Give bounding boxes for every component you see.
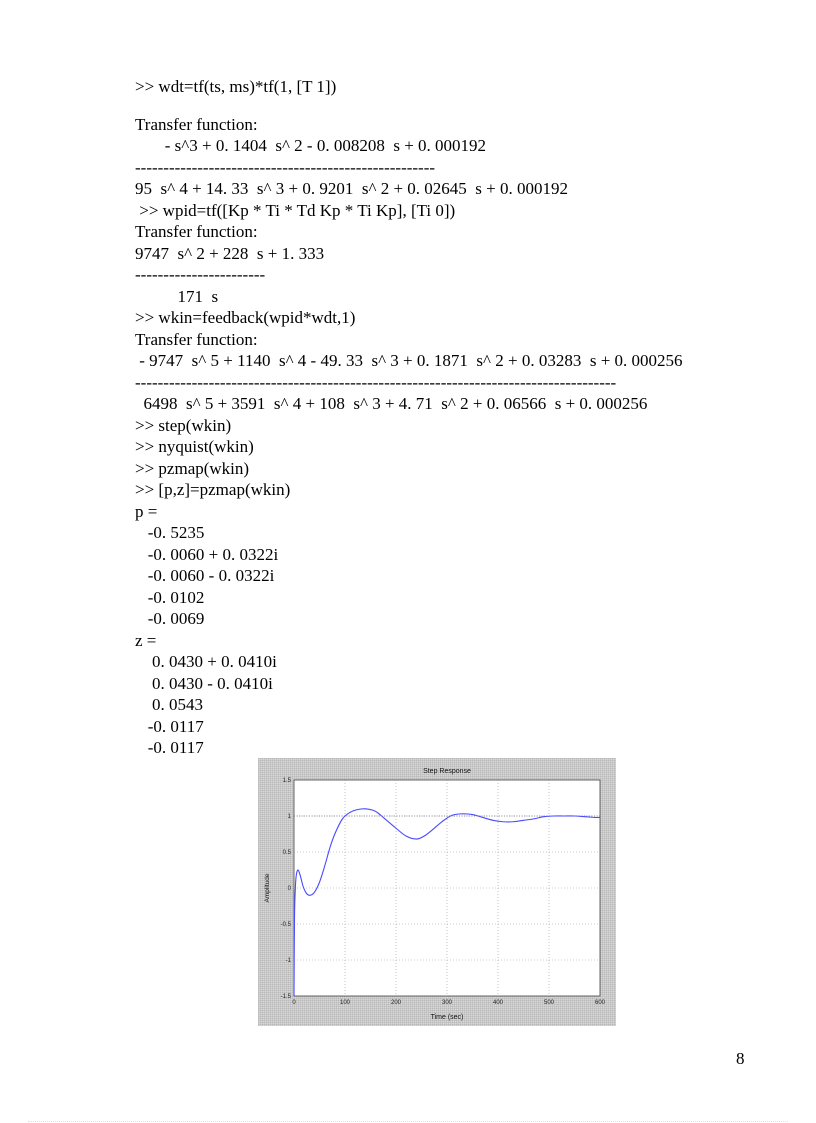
- document-line: -------------------------------------------------------------------------------------: [135, 372, 617, 392]
- x-tick-label: 600: [594, 1000, 606, 1006]
- document-line: - s^3 + 0. 1404 s^ 2 - 0. 008208 s + 0. 000192: [135, 136, 487, 155]
- document-line: >> pzmap(wkin): [135, 458, 250, 478]
- document-line: z =: [135, 630, 157, 650]
- y-tick-label: -1.5: [280, 994, 291, 1000]
- document-line: >> [p,z]=pzmap(wkin): [135, 480, 291, 499]
- y-tick-label: 0.5: [282, 850, 291, 856]
- document-line: -----------------------: [135, 265, 266, 284]
- document-line: 0. 0543: [135, 695, 203, 714]
- document-line: -0. 0117: [135, 738, 204, 757]
- document-line: >> wdt=tf(ts, ms)*tf(1, [T 1]): [135, 77, 337, 96]
- y-axis-label: Amplitude: [264, 873, 271, 903]
- document-line: 6498 s^ 5 + 3591 s^ 4 + 108 s^ 3 + 4. 71 s^ 2 + 0. 06566 s + 0. 000256: [135, 394, 648, 413]
- y-tick-label: 1: [287, 814, 291, 820]
- document-line: -----------------------------------------------------: [135, 157, 436, 177]
- document-line: >> wpid=tf([Kp * Ti * Td Kp * Ti Kp], [Ti 0]): [135, 200, 456, 220]
- document-line: -0. 0060 + 0. 0322i: [135, 544, 279, 564]
- document-line: Transfer function:: [135, 222, 258, 241]
- document-line: - 9747 s^ 5 + 1140 s^ 4 - 49. 33 s^ 3 + 0. 1871 s^ 2 + 0. 03283 s + 0. 000256: [135, 351, 683, 370]
- y-tick-label: 0: [287, 886, 291, 892]
- document-line: >> step(wkin): [135, 415, 232, 435]
- document-line: Transfer function:: [135, 114, 258, 134]
- document-line: -0. 0102: [135, 587, 205, 607]
- chart-title: Step Response: [423, 768, 471, 775]
- document-line: >> wkin=feedback(wpid*wdt,1): [135, 308, 356, 327]
- document-line: [135, 98, 755, 114]
- step-response-figure: [258, 758, 616, 1026]
- document-line: 0. 0430 + 0. 0410i: [135, 652, 277, 671]
- document-line: 0. 0430 - 0. 0410i: [135, 673, 273, 693]
- x-tick-label: 200: [390, 1000, 402, 1006]
- y-tick-label: -0.5: [280, 922, 291, 928]
- document-line: -0. 0117: [135, 716, 204, 736]
- page-number: 8: [736, 1049, 745, 1068]
- x-axis-label: Time (sec): [430, 1014, 464, 1021]
- x-tick-label: 500: [543, 1000, 555, 1006]
- document-line: 95 s^ 4 + 14. 33 s^ 3 + 0. 9201 s^ 2 + 0. 02645 s + 0. 000192: [135, 179, 568, 198]
- y-tick-label: -1: [285, 958, 291, 964]
- x-tick-label: 300: [441, 1000, 453, 1006]
- document-line: >> nyquist(wkin): [135, 437, 254, 456]
- x-tick-label: 400: [492, 1000, 504, 1006]
- document-line: p =: [135, 501, 158, 521]
- document-line: Transfer function:: [135, 329, 258, 349]
- document-body: [135, 76, 755, 759]
- y-tick-label: 1.5: [282, 778, 291, 784]
- x-tick-label: 0: [292, 1000, 296, 1006]
- document-line: -0. 5235: [135, 523, 205, 542]
- document-line: -0. 0069: [135, 609, 205, 628]
- document-line: 171 s: [135, 286, 219, 306]
- x-tick-label: 100: [339, 1000, 351, 1006]
- footer-divider: [28, 1121, 788, 1122]
- document-line: -0. 0060 - 0. 0322i: [135, 566, 275, 585]
- document-line: 9747 s^ 2 + 228 s + 1. 333: [135, 243, 325, 263]
